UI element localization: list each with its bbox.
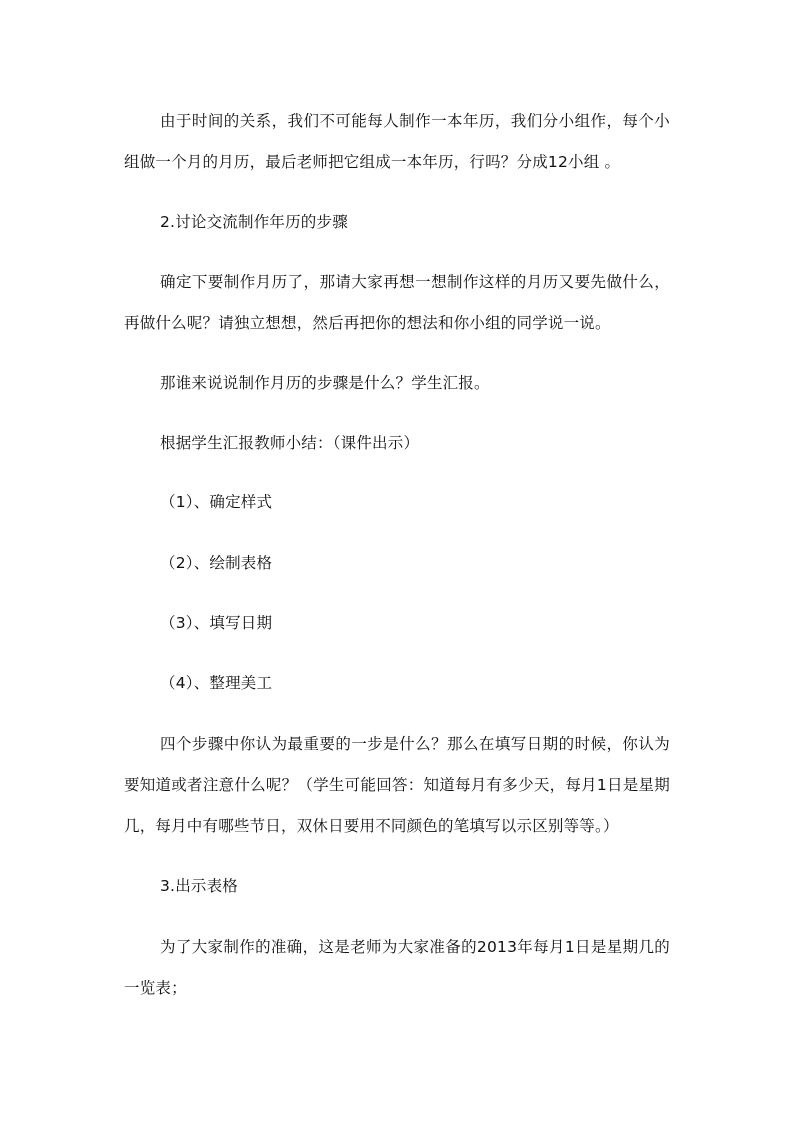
step-2: （2）、绘制表格 — [160, 554, 273, 572]
paragraph-3: 那谁来说说制作月历的步骤是什么？学生汇报。 — [160, 374, 490, 392]
paragraph-2: 确定下要制作月历了，那请大家再想一想制作这样的月历又要先做什么，再做什么呢？请独立想想，然后再把你的想法和你小组的同学说一说。 — [124, 273, 670, 332]
paragraph-4: 根据学生汇报教师小结：（课件出示） — [160, 434, 420, 452]
section-heading-2: 2.讨论交流制作年历的步骤 — [160, 213, 348, 231]
paragraph-6: 为了大家制作的准确，这是老师为大家准备的2013年每月1日是星期几的一览表； — [124, 938, 670, 997]
section-heading-3: 3.出示表格 — [160, 877, 238, 895]
step-3: （3）、填写日期 — [160, 614, 273, 632]
step-4: （4）、整理美工 — [160, 674, 273, 692]
step-1: （1）、确定样式 — [160, 493, 273, 511]
paragraph-5: 四个步骤中你认为最重要的一步是什么？那么在填写日期的时候，你认为要知道或者注意什么呢？（学生可能回答：知道每月有多少天，每月1日是星期几，每月中有哪些节日，双休日要用不同颜色的笔填写以示区别等等。） — [124, 735, 670, 835]
paragraph-1: 由于时间的关系，我们不可能每人制作一本年历，我们分小组作，每个小组做一个月的月历，最后老师把它组成一本年历，行吗？分成12小组 。 — [124, 112, 670, 171]
